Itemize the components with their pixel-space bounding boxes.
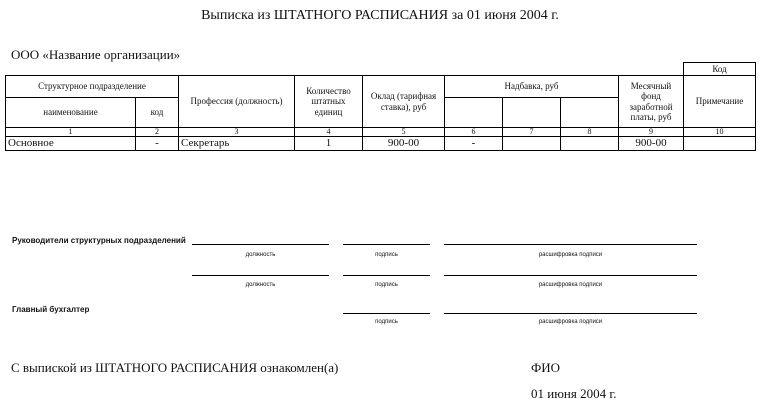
count-header: Количество штатных единиц — [295, 76, 363, 128]
col-num: 7 — [503, 128, 561, 137]
cell-profession: Секретарь — [179, 137, 295, 151]
signature-caption-3: подпись — [375, 319, 398, 325]
cell-note — [684, 137, 756, 151]
signature-line-3 — [343, 313, 430, 314]
bonus-col-2 — [503, 98, 561, 128]
cell-bonus-3 — [561, 137, 619, 151]
monthly-fund-header: Месячный фонд заработной платы, руб — [619, 76, 684, 128]
decoding-line-1 — [444, 244, 697, 245]
cell-monthly-fund: 900-00 — [619, 137, 684, 151]
division-code-header: код — [136, 98, 179, 128]
heads-label: Руководители структурных подразделений — [12, 236, 186, 245]
position-caption-1: должность — [245, 252, 276, 258]
bonus-header: Надбавка, руб — [445, 76, 619, 98]
bonus-col-3 — [561, 98, 619, 128]
division-name-header: наименование — [6, 98, 136, 128]
cell-count: 1 — [295, 137, 363, 151]
salary-header: Оклад (тарифная ставка), руб — [363, 76, 445, 128]
signature-line-2 — [343, 275, 430, 276]
fio-label: ФИО — [531, 360, 561, 375]
accountant-label: Главный бухгалтер — [12, 305, 90, 314]
col-num: 6 — [445, 128, 503, 137]
decoding-line-2 — [444, 275, 697, 276]
document-title: Выписка из ШТАТНОГО РАСПИСАНИЯ за 01 июня 2004 г. — [201, 8, 559, 23]
note-header: Примечание — [684, 76, 756, 128]
decoding-caption-1: расшифровка подписи — [538, 252, 603, 258]
decoding-line-3 — [444, 313, 697, 314]
acquainted-text: С выпиской из ШТАТНОГО РАСПИСАНИЯ ознакомлен(а) — [11, 360, 339, 375]
signature-caption-2: подпись — [375, 282, 398, 288]
position-line-2 — [192, 275, 329, 276]
staff-table — [5, 62, 756, 151]
col-num: 2 — [136, 128, 179, 137]
signature-caption-1: подпись — [375, 252, 398, 258]
bonus-col-1 — [445, 98, 503, 128]
footer-date: 01 июня 2004 г. — [531, 386, 617, 401]
division-header: Структурное подразделение — [6, 76, 179, 98]
col-num: 9 — [619, 128, 684, 137]
col-num: 4 — [295, 128, 363, 137]
cell-division-code: - — [136, 137, 179, 151]
decoding-caption-3: расшифровка подписи — [538, 319, 603, 325]
col-num: 1 — [6, 128, 136, 137]
col-num: 10 — [684, 128, 756, 137]
profession-header: Профессия (должность) — [179, 76, 295, 128]
decoding-caption-2: расшифровка подписи — [538, 282, 603, 288]
cell-division-name: Основное — [6, 137, 136, 151]
cell-salary: 900-00 — [363, 137, 445, 151]
cell-bonus-2 — [503, 137, 561, 151]
code-header: Код — [684, 63, 756, 76]
position-caption-2: должность — [245, 282, 276, 288]
organization-name: ООО «Название организации» — [11, 47, 181, 62]
col-num: 3 — [179, 128, 295, 137]
col-num: 8 — [561, 128, 619, 137]
position-line-1 — [192, 244, 329, 245]
signature-line-1 — [343, 244, 430, 245]
cell-bonus-1: - — [445, 137, 503, 151]
table-row — [6, 137, 756, 151]
col-num: 5 — [363, 128, 445, 137]
column-numbers-row — [6, 128, 756, 137]
